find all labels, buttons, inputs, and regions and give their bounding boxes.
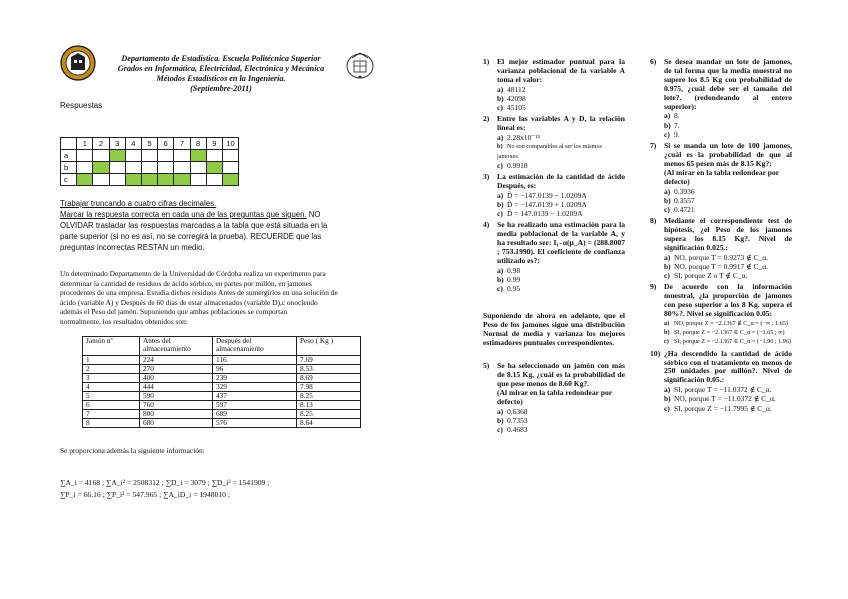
grid-row-label: b — [61, 162, 77, 174]
table-cell: 689 — [213, 410, 297, 419]
grid-col-header: 1 — [77, 138, 93, 150]
problem-line: procedentes de una empresa. Estudia dichos residuos Antes de sumergirlos en una solución de — [60, 288, 338, 298]
grid-cell[interactable] — [77, 174, 93, 186]
option-text: 2.28x10⁻¹⁵ — [507, 133, 541, 143]
grid-corner — [61, 138, 77, 150]
answer-option[interactable] — [650, 130, 792, 139]
grid-cell[interactable] — [93, 162, 109, 174]
question-text: Se desea mandar un lote de jamones, de tal forma que la media muestral no supere los 8.5 Kg con probabilidad de 0.975, ¿cuál debe ser el tamaño del lote?. (redondeando al entero superior): — [664, 57, 792, 111]
question-note: (Al mirar en la tabla redondear por defecto) — [664, 167, 780, 186]
answer-option[interactable] — [650, 196, 792, 205]
additional-info — [60, 446, 380, 501]
option-letter: a) — [664, 252, 671, 262]
option-letter: a) — [664, 385, 671, 395]
school-seal — [343, 50, 377, 80]
instruction-transfer: OLVIDAR trasladar las respuestas marcadas a la tabla que está situada en la — [60, 221, 328, 230]
table-cell: 7.69 — [297, 356, 361, 365]
table-cell: 224 — [140, 356, 213, 365]
table-cell: 597 — [213, 401, 297, 410]
grid-col-header: 2 — [93, 138, 109, 150]
grid-cell[interactable] — [190, 162, 206, 174]
option-text: 0.3936 — [674, 186, 695, 196]
question-block — [650, 217, 792, 280]
grid-cell[interactable] — [222, 150, 238, 162]
grid-col-header: 5 — [141, 138, 157, 150]
question-number: 4) — [483, 220, 490, 230]
answer-option[interactable] — [483, 275, 625, 284]
option-text: 42098 — [507, 93, 526, 103]
option-letter: c) — [497, 284, 503, 294]
answer-option[interactable] — [483, 94, 625, 103]
table-cell: 760 — [140, 401, 213, 410]
answer-option[interactable] — [483, 407, 625, 416]
grid-cell[interactable] — [77, 150, 93, 162]
option-letter: c) — [497, 209, 503, 219]
instruction-mark — [60, 209, 370, 220]
document-header — [100, 54, 342, 94]
table-cell: 437 — [213, 392, 297, 401]
grid-row-label: a — [61, 150, 77, 162]
option-letter: b) — [664, 262, 671, 272]
grid-col-header: 3 — [109, 138, 125, 150]
option-letter: b) — [497, 93, 504, 103]
option-letter: a) — [497, 265, 504, 275]
grid-cell[interactable] — [93, 174, 109, 186]
university-logo — [60, 45, 96, 81]
answer-option[interactable] — [650, 404, 792, 413]
question-number: 5) — [483, 361, 490, 370]
col-ham-number: Jamón nº — [83, 337, 140, 356]
answer-option[interactable] — [483, 133, 625, 142]
option-text: 45105 — [507, 103, 526, 113]
question-text: Se ha realizado una estimación para la media poblacional de la variable A, y ha resultado ser: I₁₋α(μ_A) = (288.8007 ; 753.1990). El coeficiente de confianza utilizado es?: — [497, 220, 625, 265]
option-text: SI, porque T = −11.0372 ∉ C_α. — [674, 385, 772, 395]
grid-row-label: c — [61, 174, 77, 186]
grid-cell[interactable] — [174, 150, 190, 162]
table-cell: 96 — [213, 365, 297, 374]
table-cell: 239 — [213, 374, 297, 383]
option-letter: c) — [497, 103, 503, 113]
grid-cell[interactable] — [141, 150, 157, 162]
option-text: 48112 — [507, 84, 526, 94]
question-number: 8) — [650, 216, 657, 226]
option-letter: b) — [497, 199, 504, 209]
answer-option[interactable] — [483, 200, 625, 209]
table-cell: 8.13 — [297, 401, 361, 410]
option-letter: a) — [497, 190, 504, 200]
header-date: (Septiembre-2011) — [190, 84, 252, 93]
grid-cell[interactable] — [206, 174, 222, 186]
grid-cell[interactable] — [141, 174, 157, 186]
table-cell: 680 — [140, 419, 213, 428]
table-cell: 7 — [83, 410, 140, 419]
sums-line-2: ∑P_i = 66.16 ; ∑P_i² = 547.965 ; ∑A_iD_i = 1948010 ; — [60, 490, 230, 499]
header-department: Departamento de Estadística. Escuela Politécnica Superior — [121, 54, 321, 63]
question-number: 6) — [650, 57, 657, 66]
sums-line-1: ∑A_i = 4168 ; ∑A_i² = 2508312 ; ∑D_i = 3079 ; ∑D_i² = 1541909 ; — [60, 478, 270, 487]
question-block — [650, 350, 792, 413]
table-cell: 8.69 — [297, 374, 361, 383]
answer-option[interactable] — [650, 394, 792, 403]
answer-option[interactable] — [483, 103, 625, 112]
answer-option[interactable] — [650, 253, 792, 262]
grid-row — [61, 174, 239, 186]
option-letter: c) — [664, 271, 670, 281]
table-cell: 576 — [213, 419, 297, 428]
grid-col-header: 10 — [222, 138, 238, 150]
grid-col-header: 7 — [174, 138, 190, 150]
table-cell: 590 — [140, 392, 213, 401]
grid-row — [61, 150, 239, 162]
table-cell: 8.25 — [297, 410, 361, 419]
instruction-mark-underlined: Marcar la respuesta correcta en cada una de las preguntas que siguen. — [60, 210, 307, 219]
grid-col-header: 9 — [206, 138, 222, 150]
option-text: SI, porque Z = −2.1367 ∈ C_α = (−1.96 ; 1.96) — [674, 338, 791, 346]
question-note: (Al mirar en la tabla redondear por defecto) — [497, 387, 613, 406]
col-before: Antes del almacenamiento — [140, 337, 213, 356]
grid-row — [61, 162, 239, 174]
answer-grid — [60, 137, 239, 186]
instruction-penalty: preguntas incorrectas RESTAN un medio. — [60, 243, 205, 252]
table-row — [83, 419, 361, 428]
option-letter: b) — [664, 195, 671, 205]
question-block — [650, 283, 792, 346]
question-number: 7) — [650, 141, 657, 151]
answer-option[interactable] — [483, 191, 625, 200]
option-text: 0.95 — [507, 284, 521, 294]
question-text: El mejor estimador puntual para la varianza poblacional de la variable A toma el valor: — [497, 57, 625, 84]
grid-cell[interactable] — [125, 162, 141, 174]
crest-icon — [60, 45, 96, 81]
table-cell: 4 — [83, 383, 140, 392]
option-text: 7. — [674, 120, 680, 130]
answer-option[interactable] — [650, 328, 792, 337]
question-number: 10) — [650, 348, 661, 358]
option-letter: c) — [664, 338, 669, 346]
answer-option[interactable] — [650, 271, 792, 280]
additional-info-intro: Se proporciona además la siguiente información: — [60, 446, 205, 455]
problem-line: Un determinado Departamento de la Universidad de Córdoba realiza un experimento para — [60, 269, 326, 278]
option-text: NO, porque T = 0.9273 ∉ C_α. — [674, 252, 769, 262]
option-text: NO, porque Z = −2.1367 ∉ C_α = (−∞ ; 1.65) — [674, 320, 789, 328]
question-block — [483, 58, 625, 112]
option-letter: b) — [497, 143, 503, 151]
option-text: D̂ = −147.0139 − 1.0209A — [507, 190, 587, 200]
answer-option[interactable] — [483, 209, 625, 218]
question-number: 9) — [650, 282, 657, 292]
instruction-mark-rest: NO — [306, 210, 321, 219]
header-course: Métodos Estadísticos en la Ingeniería. — [156, 74, 286, 83]
seal-icon — [343, 50, 377, 80]
grid-cell[interactable] — [222, 174, 238, 186]
question-block — [483, 115, 625, 170]
problem-line: además el Peso del jamón. Suponiendo que ambas poblaciones se comportan — [60, 307, 288, 317]
option-text: 0.4721 — [674, 204, 695, 214]
answer-option[interactable] — [650, 205, 792, 214]
option-letter: a) — [664, 320, 670, 328]
grid-cell[interactable] — [109, 174, 125, 186]
table-cell: 3 — [83, 374, 140, 383]
question-text: Si se manda un lote de 100 jamones, ¿cuál es la probabilidad de que al menos 65 pesen más de 8.15 Kg?: — [664, 141, 792, 168]
problem-line: ácido (variable A) y Después de 60 días de estar almacenados (variable D),c onociendo — [60, 297, 318, 307]
option-text: 0.98 — [507, 265, 521, 275]
answer-option[interactable] — [483, 142, 625, 160]
question-block — [650, 142, 792, 214]
answers-title: Respuestas — [60, 101, 103, 110]
grid-cell[interactable] — [222, 162, 238, 174]
answer-option[interactable] — [650, 262, 792, 271]
question-text: ¿Ha descendido la cantidad de ácido sórbico con el tratamiento en menos de 250 unidades por millón?. Nivel de significación 0.05.: — [664, 348, 792, 385]
grid-cell[interactable] — [125, 150, 141, 162]
answer-option[interactable] — [650, 121, 792, 130]
option-text: 0.3557 — [674, 195, 695, 205]
option-letter: a) — [497, 406, 504, 416]
table-cell: 8.25 — [297, 392, 361, 401]
instruction-truncate: Trabajar truncando a cuatro cifras decimales. — [60, 199, 217, 208]
grid-col-header: 6 — [158, 138, 174, 150]
grid-col-header: 8 — [190, 138, 206, 150]
answer-option[interactable] — [650, 187, 792, 196]
answer-option[interactable] — [650, 319, 792, 328]
option-text: 8. — [674, 111, 680, 121]
table-cell: 7.98 — [297, 383, 361, 392]
grid-cell[interactable] — [109, 150, 125, 162]
grid-cell[interactable] — [93, 150, 109, 162]
option-text: 0.7353 — [507, 415, 528, 425]
option-letter: c) — [664, 204, 670, 214]
answer-option[interactable] — [650, 337, 792, 346]
table-cell: 444 — [140, 383, 213, 392]
grid-cell[interactable] — [206, 162, 222, 174]
answer-option[interactable] — [483, 85, 625, 94]
question-block — [483, 173, 625, 218]
answer-option[interactable] — [650, 385, 792, 394]
grid-cell[interactable] — [158, 150, 174, 162]
table-cell: 2 — [83, 365, 140, 374]
grid-cell[interactable] — [206, 150, 222, 162]
ham-data-table — [82, 336, 361, 428]
table-cell: 116 — [213, 356, 297, 365]
option-letter: b) — [664, 394, 671, 404]
option-letter: b) — [497, 415, 504, 425]
option-text: No son comparables al ser los mismos jamones. — [497, 143, 602, 160]
table-cell: 800 — [140, 410, 213, 419]
option-text: 0.6368 — [507, 406, 528, 416]
option-letter: c) — [497, 160, 503, 170]
option-text: SI, porque Z = −2.1367 ∈ C_α = (−1.65 ; ∞) — [674, 329, 785, 337]
option-letter: a) — [497, 133, 504, 143]
option-letter: a) — [664, 186, 671, 196]
questions-column-1 — [483, 58, 625, 297]
option-letter: a) — [497, 84, 504, 94]
question-text: De acuerdo con la información muestral, ¿la proporción de jamones con peso superior a los 8 Kg. supera el 80%?. Nivel se significación 0.05: — [664, 282, 792, 319]
header-degrees: Grados en Informática, Electricidad, Electrónica y Mecánica — [117, 64, 325, 73]
table-cell: 400 — [140, 374, 213, 383]
option-text: SI, porque Z o T ∉ C_α. — [674, 271, 748, 281]
option-text: D̂ = −147.0139 + 1.0209A — [507, 199, 587, 209]
option-text: NO, porque T = −11.0372 ∉ C_α. — [674, 394, 776, 404]
answer-option[interactable] — [650, 111, 792, 120]
question-5 — [483, 362, 625, 437]
answer-option[interactable] — [483, 161, 625, 170]
question-number: 3) — [483, 171, 490, 181]
question-block — [483, 362, 625, 434]
table-cell: 329 — [213, 383, 297, 392]
option-letter: b) — [664, 120, 671, 130]
grid-cell[interactable] — [158, 174, 174, 186]
table-cell: 1 — [83, 356, 140, 365]
col-weight: Peso ( Kg ) — [297, 337, 361, 356]
option-text: 9. — [674, 129, 680, 139]
question-text: Mediante el correspondiente test de hipótesis, ¿el Peso de los jamones supera los 8.15 Kg?. Nivel de significación 0.025.: — [664, 216, 792, 252]
table-cell: 8.64 — [297, 419, 361, 428]
table-cell: 6 — [83, 401, 140, 410]
question-number: 1) — [483, 57, 490, 66]
option-letter: b) — [664, 329, 670, 337]
option-letter: c) — [664, 129, 670, 139]
grid-col-header: 4 — [125, 138, 141, 150]
option-text: SI, porque Z = −11.7995 ∉ C_α. — [674, 403, 772, 413]
table-cell: 8 — [83, 419, 140, 428]
answer-option[interactable] — [483, 416, 625, 425]
grid-cell[interactable] — [158, 162, 174, 174]
table-cell: 8.53 — [297, 365, 361, 374]
grid-cell[interactable] — [190, 174, 206, 186]
option-letter: b) — [497, 275, 504, 285]
grid-cell[interactable] — [174, 162, 190, 174]
answer-option[interactable] — [483, 266, 625, 275]
answer-option[interactable] — [483, 425, 625, 434]
option-letter: a) — [664, 111, 671, 121]
grid-cell[interactable] — [109, 162, 125, 174]
question-block — [483, 221, 625, 293]
col-after: Después del almacenamiento — [213, 337, 297, 356]
question-text: Se ha seleccionado un jamón con más de 8.15 Kg, ¿cuál es la probabilidad de que pese menos de 8.60 Kg?. — [497, 361, 625, 388]
problem-statement — [60, 269, 370, 327]
grid-cell[interactable] — [190, 150, 206, 162]
option-text: NO, porque T = 0.9917 ∉ C_α. — [674, 262, 769, 272]
option-text: 0.9918 — [507, 160, 528, 170]
question-block — [650, 58, 792, 139]
question-text: Entre las variables A y D, la relación lineal es: — [497, 114, 625, 133]
option-letter: c) — [497, 424, 503, 434]
grid-cell[interactable] — [174, 174, 190, 186]
option-letter: c) — [664, 403, 670, 413]
problem-line: determinar la cantidad de residuos de ácido sórbico, en partes por millón, en jamones — [60, 278, 312, 288]
questions-column-2 — [650, 58, 792, 416]
question-text: La estimación de la cantidad de ácido Después, es: — [497, 171, 625, 190]
grid-cell[interactable] — [125, 174, 141, 186]
table-cell: 270 — [140, 365, 213, 374]
problem-line: normalmente, los resultados obtenidos son: — [60, 316, 188, 326]
answer-option[interactable] — [483, 284, 625, 293]
instructions — [60, 198, 370, 253]
supposition-paragraph: Suponiendo de ahora en adelante, que el Peso de los jamones sigue una distribución Normal de media y varianza los mejores estimadores puntuales correspondientes. — [483, 311, 625, 347]
table-cell: 5 — [83, 392, 140, 401]
question-number: 2) — [483, 114, 490, 124]
instruction-warning: parte superior (si no es así, no se corregirá la prueba). RECUERDE que las — [60, 232, 322, 241]
option-text: 0.4683 — [507, 424, 528, 434]
grid-cell[interactable] — [77, 162, 93, 174]
grid-cell[interactable] — [141, 162, 157, 174]
option-text: 0.99 — [507, 275, 521, 285]
option-text: D̂ = 147.0139 − 1.0209A — [507, 209, 583, 219]
